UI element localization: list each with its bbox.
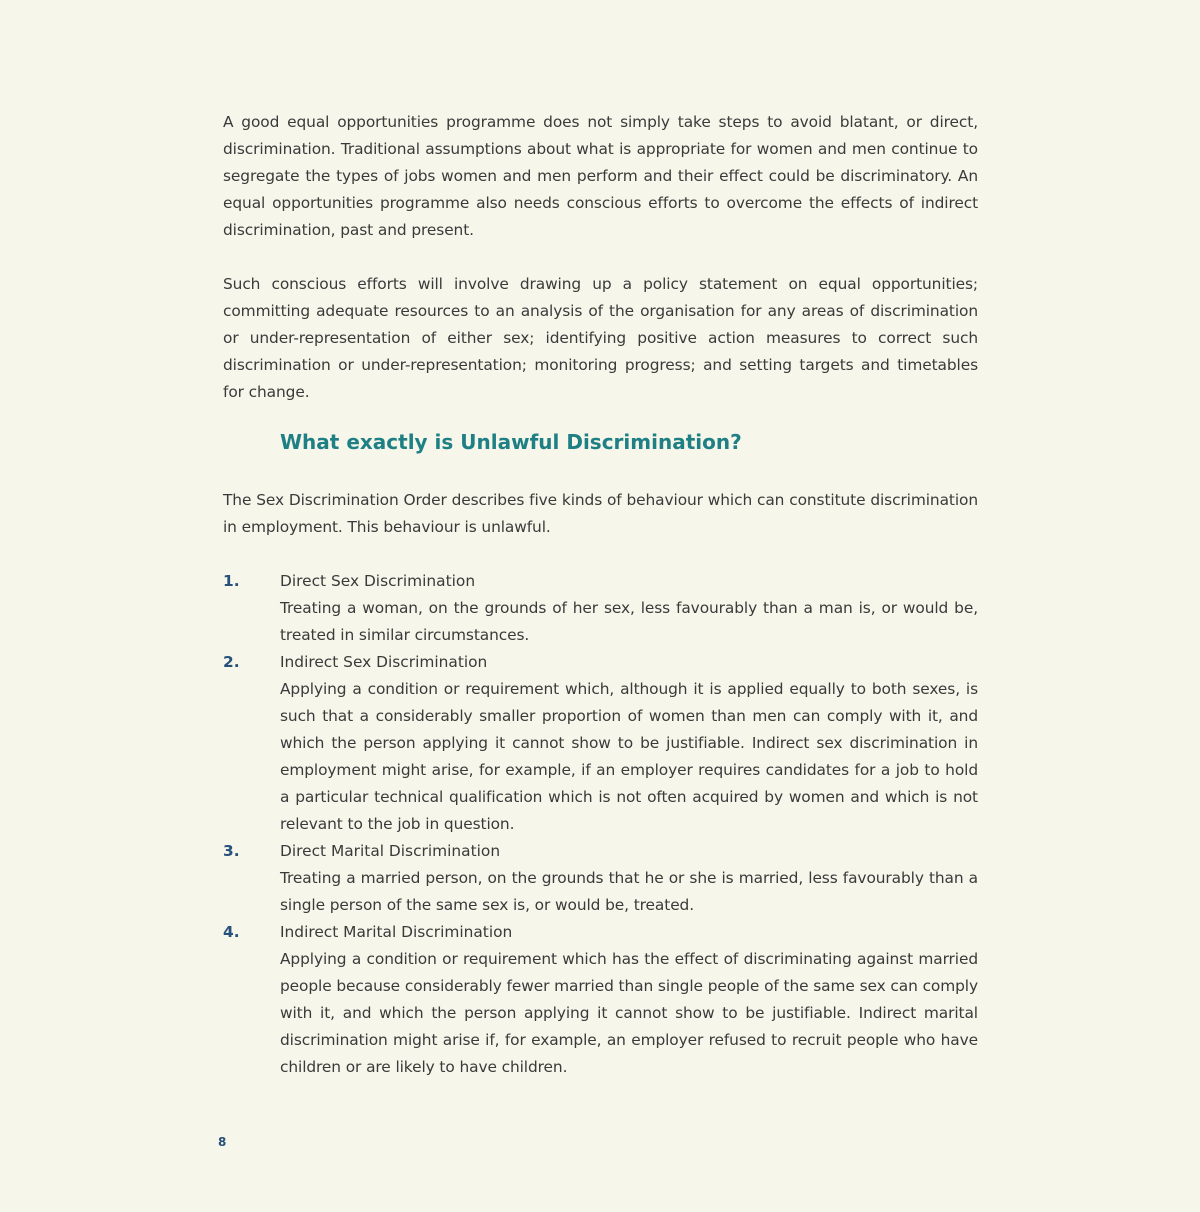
list-item-number: 1.: [223, 572, 240, 590]
list-item-title: Direct Marital Discrimination: [280, 842, 501, 860]
intro-paragraph-1: A good equal opportunities programme does not simply take steps to avoid blatant, or direct, discrimination. Traditional assumptions about what is appropriate for women and men continue to segregate the types of jobs women and men perform and their effect could be discriminatory. An equal opportunities programme also needs conscious efforts to overcome the effects of indirect discrimination, past and present.: [223, 113, 978, 239]
intro-paragraph-2: Such conscious efforts will involve drawing up a policy statement on equal opportunities; committing adequate resources to an analysis of the organisation for any areas of discrimination or under-representation of either sex; identifying positive action measures to correct such discrimination or under-representation; monitoring progress; and setting targets and timetables for change.: [223, 275, 978, 401]
list-item-title: Indirect Marital Discrimination: [280, 923, 513, 941]
list-item-title: Indirect Sex Discrimination: [280, 653, 488, 671]
discrimination-list: [223, 568, 978, 1081]
list-item-body: Treating a married person, on the grounds that he or she is married, less favourably than a single person of the same sex is, or would be, treated.: [280, 869, 978, 914]
list-item: [223, 919, 978, 1081]
list-item-number: 2.: [223, 653, 240, 671]
section-intro-paragraph: The Sex Discrimination Order describes five kinds of behaviour which can constitute discrimination in employment. This behaviour is unlawful.: [223, 491, 978, 536]
section-heading: What exactly is Unlawful Discrimination?: [280, 430, 742, 454]
list-item-body: Treating a woman, on the grounds of her sex, less favourably than a man is, or would be, treated in similar circumstances.: [280, 599, 978, 644]
list-item-body: Applying a condition or requirement which has the effect of discriminating against married people because considerably fewer married than single people of the same sex can comply with it, and which the person applying it cannot show to be justifiable. Indirect marital discrimination might arise if, for example, an employer refused to recruit people who have children or are likely to have children.: [280, 950, 978, 1076]
list-item-body: Applying a condition or requirement which, although it is applied equally to both sexes, is such that a considerably smaller proportion of women than men can comply with it, and which the person applying it cannot show to be justifiable. Indirect sex discrimination in employment might arise, for example, if an employer requires candidates for a job to hold a particular technical qualification which is not often acquired by women and which is not relevant to the job in question.: [280, 680, 978, 833]
list-item: [223, 649, 978, 838]
list-item-number: 4.: [223, 923, 240, 941]
list-item: [223, 568, 978, 649]
list-item-title: Direct Sex Discrimination: [280, 572, 476, 590]
list-item-number: 3.: [223, 842, 240, 860]
page-number: 8: [218, 1135, 227, 1149]
list-item: [223, 838, 978, 919]
